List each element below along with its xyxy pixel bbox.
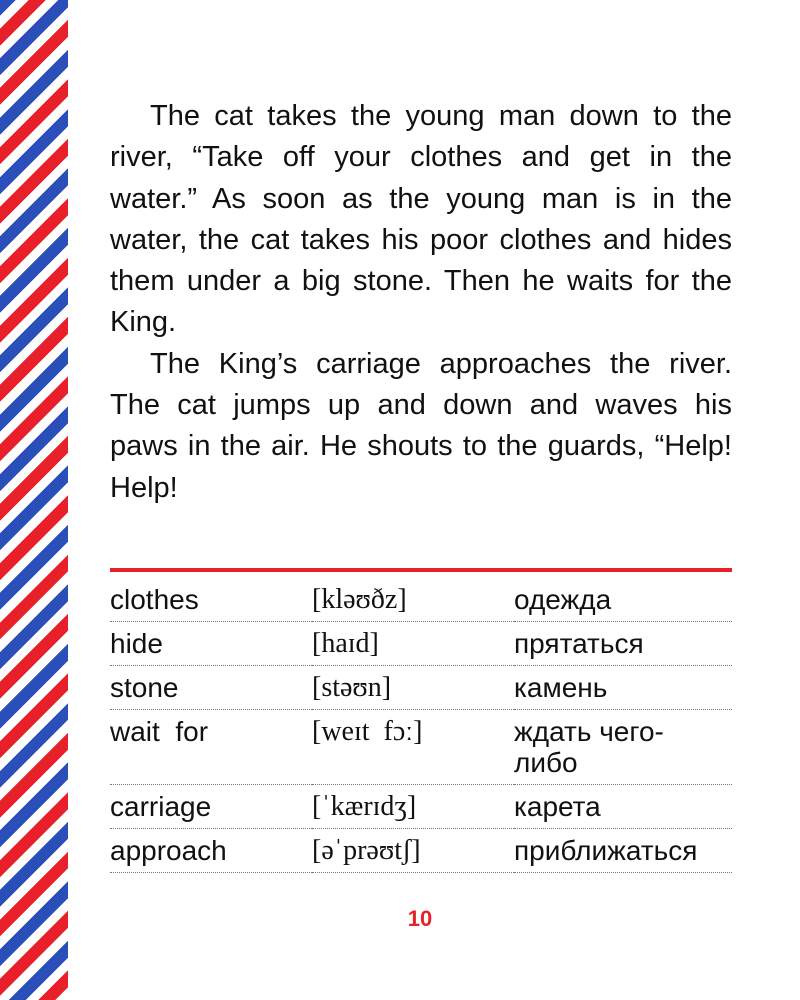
story-text [110,96,732,509]
vocab-word: stone [110,666,312,710]
table-row [110,785,732,829]
striped-border [0,0,68,1000]
vocab-transcription: [weɪt fɔː] [312,710,514,785]
page-number: 10 [407,906,433,931]
vocab-transcription: [kləʊðz] [312,578,514,622]
vocab-translation: приближаться [514,829,732,873]
paragraph-2: The King’s carriage approaches the river. The cat jumps up and down and waves his paws in the air. He shouts to the guards, “Help! Help! [110,347,732,504]
vocab-word: wait for [110,710,312,785]
table-row [110,666,732,710]
table-row [110,829,732,873]
table-row [110,622,732,666]
vocab-word: approach [110,829,312,873]
vocabulary-divider [110,568,732,572]
vocab-translation: карета [514,785,732,829]
vocabulary-table [110,578,732,873]
vocab-transcription: [stəʊn] [312,666,514,710]
table-row [110,710,732,785]
vocab-word: carriage [110,785,312,829]
paragraph-1: The cat takes the young man down to the river, “Take off your clothes and get in the water.” As soon as the young man is in the water, the cat takes his poor clothes and hides them under a big stone. Then he waits for the King. [110,100,732,339]
vocab-transcription: [əˈprəʊtʃ] [312,829,514,873]
vocab-word: clothes [110,578,312,622]
vocab-translation: камень [514,666,732,710]
vocab-transcription: [haɪd] [312,622,514,666]
vocab-word: hide [110,622,312,666]
vocab-transcription: [ˈkærɪdʒ] [312,785,514,829]
vocab-translation: прятаться [514,622,732,666]
vocab-translation: одежда [514,578,732,622]
vocab-translation: ждать чего-либо [514,710,732,785]
table-row [110,578,732,622]
